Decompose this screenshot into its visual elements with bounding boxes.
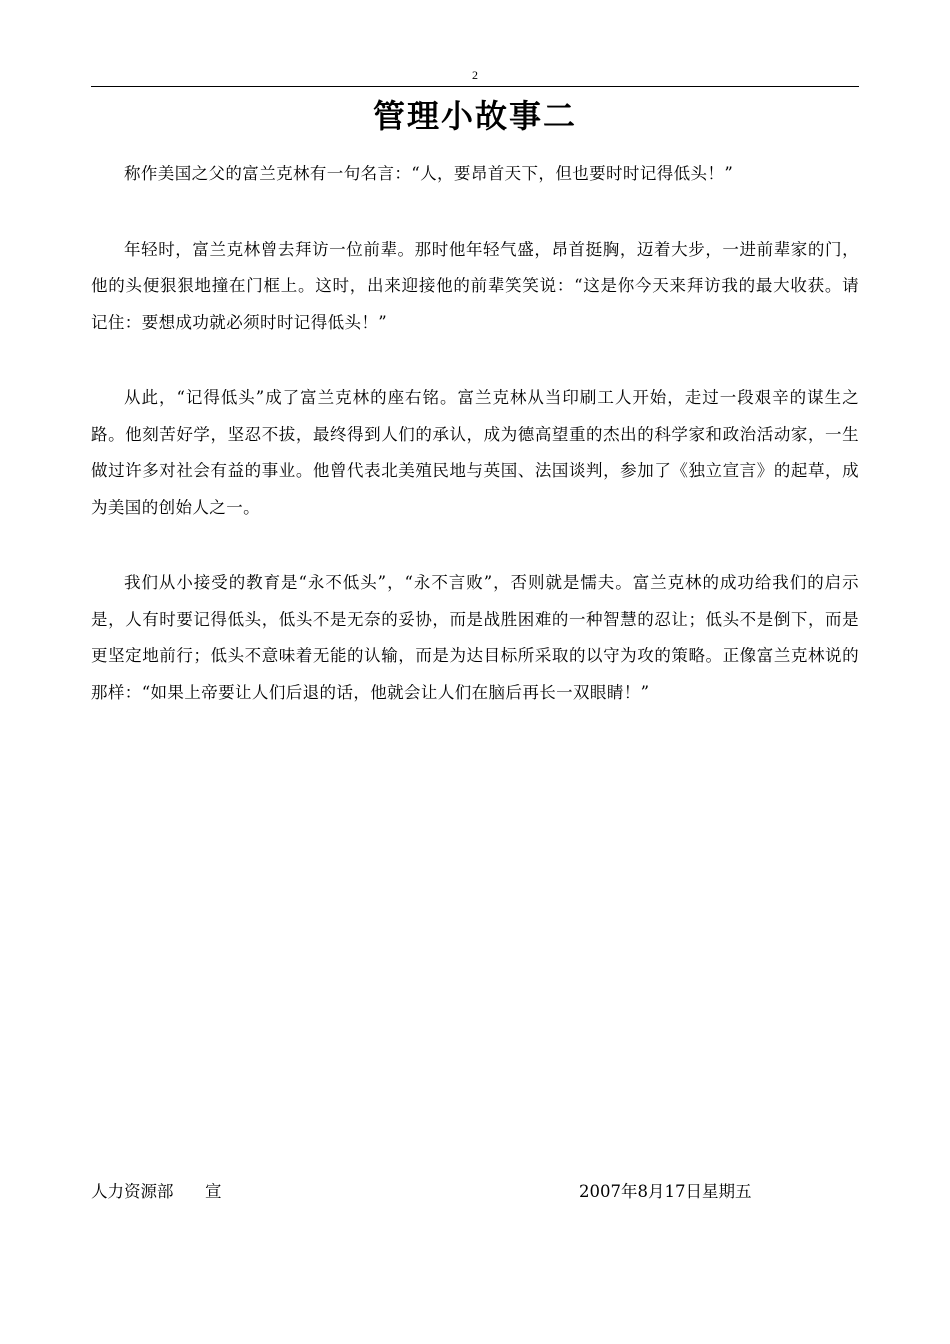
- paragraph-quote: 称作美国之父的富兰克林有一句名言：“人，要昂首天下，但也要时时记得低头！”: [124, 164, 734, 183]
- header-rule: [91, 86, 859, 87]
- paragraph-lesson: 我们从小接受的教育是“永不低头”，“永不言败”，否则就是懦夫。富兰克林的成功给我们的启示是，人有时要记得低头，低头不是无奈的妥协，而是战胜困难的一种智慧的忍让；低头不是倒下，而是更坚定地前行；低头不意味着无能的认输，而是为达目标所采取的以守为攻的策略。正像富兰克林说的那样：“如果上帝要让人们后退的话，他就会让人们在脑后再长一双眼睛！”: [91, 573, 859, 702]
- paragraph-motto: 从此，“记得低头”成了富兰克林的座右铭。富兰克林从当印刷工人开始，走过一段艰辛的谋生之路。他刻苦好学，坚忍不拔，最终得到人们的承认，成为德高望重的杰出的科学家和政治活动家，一生做过许多对社会有益的事业。他曾代表北美殖民地与英国、法国谈判，参加了《独立宣言》的起草，成为美国的创始人之一。: [91, 388, 859, 517]
- page-number: 2: [472, 68, 478, 82]
- document-title: 管理小故事二: [372, 97, 577, 135]
- paragraph-visit: 年轻时，富兰克林曾去拜访一位前辈。那时他年轻气盛，昂首挺胸，迈着大步，一进前辈家的门，他的头便狠狠地撞在门框上。这时，出来迎接他的前辈笑笑说：“这是你今天来拜访我的最大收获。请记住：要想成功就必须时时记得低头！”: [91, 239, 859, 332]
- footer-department: 人力资源部 宣: [91, 1182, 222, 1201]
- footer-date: 2007年8月17日星期五: [579, 1182, 752, 1201]
- document-body: [91, 156, 859, 750]
